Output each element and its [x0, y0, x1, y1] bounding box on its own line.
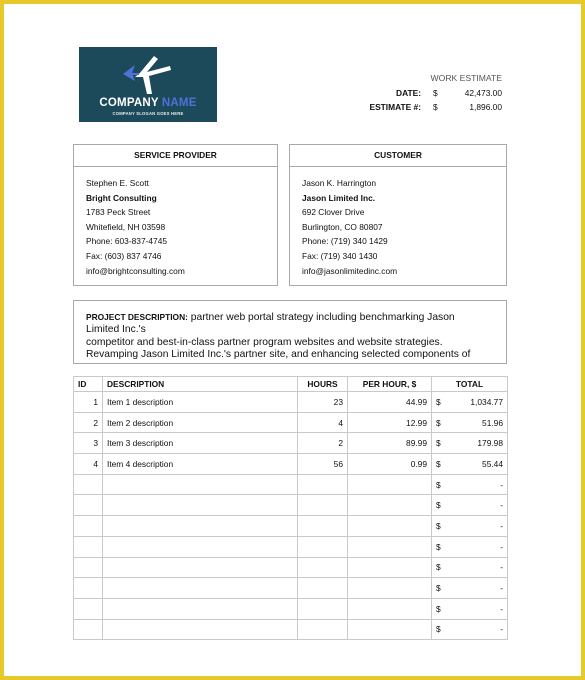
row-total-amount: -	[500, 541, 503, 552]
header-description: DESCRIPTION	[103, 377, 298, 392]
header-id: ID	[74, 377, 103, 392]
row-id	[74, 557, 103, 578]
row-description: Item 4 description	[103, 454, 298, 475]
estimate-number-currency: $	[433, 102, 438, 112]
row-description	[103, 619, 298, 640]
row-description	[103, 516, 298, 537]
row-total-amount: 1,034.77	[470, 396, 503, 407]
customer-name: Jason K. Harrington	[302, 178, 377, 188]
row-total-currency: $	[436, 603, 441, 614]
row-total-currency: $	[436, 520, 441, 531]
row-total-currency: $	[436, 541, 441, 552]
row-id	[74, 578, 103, 599]
table-row	[74, 598, 508, 619]
row-hours	[298, 619, 348, 640]
estimate-number-label: ESTIMATE #:	[369, 102, 421, 112]
provider-fax: Fax: (603) 837 4746	[86, 250, 162, 261]
estimate-number-value: 1,896.00	[469, 102, 502, 112]
row-hours: 4	[298, 412, 348, 433]
row-id	[74, 495, 103, 516]
date-value: 42,473.00	[464, 88, 502, 98]
row-id: 3	[74, 433, 103, 454]
row-total-amount: -	[500, 500, 503, 511]
row-total-amount: 55.44	[482, 458, 503, 469]
row-hours	[298, 536, 348, 557]
row-per-hour	[348, 536, 432, 557]
customer-fax: Fax: (719) 340 1430	[302, 250, 378, 261]
service-provider-box	[73, 144, 278, 286]
row-total-amount: -	[500, 520, 503, 531]
table-row	[74, 536, 508, 557]
customer-street: 692 Clover Drive	[302, 207, 365, 218]
table-row	[74, 578, 508, 599]
customer-phone: Phone: (719) 340 1429	[302, 236, 388, 247]
row-total	[432, 495, 508, 516]
arrow-logo-icon	[121, 53, 171, 95]
row-hours: 2	[298, 433, 348, 454]
row-description: Item 2 description	[103, 412, 298, 433]
project-description-label: PROJECT DESCRIPTION:	[86, 312, 188, 322]
row-total	[432, 516, 508, 537]
row-id	[74, 474, 103, 495]
row-total	[432, 454, 508, 475]
project-description-line-4: Revamping Jason Limited Inc.'s partner site, and enhancing selected components of	[86, 349, 471, 361]
row-per-hour	[348, 557, 432, 578]
row-hours	[298, 474, 348, 495]
table-row	[74, 557, 508, 578]
company-name-main: COMPANY	[99, 97, 159, 109]
company-logo	[79, 47, 217, 122]
project-description-line-3: competitor and best-in-class partner program websites and website strategies.	[86, 336, 443, 348]
table-row	[74, 392, 508, 413]
row-per-hour	[348, 474, 432, 495]
row-id	[74, 619, 103, 640]
row-total-amount: -	[500, 583, 503, 594]
row-hours	[298, 516, 348, 537]
row-total-currency: $	[436, 396, 441, 407]
row-per-hour: 89.99	[348, 433, 432, 454]
header-total: TOTAL	[432, 377, 508, 392]
row-total-currency: $	[436, 500, 441, 511]
row-total-amount: -	[500, 624, 503, 635]
row-description	[103, 578, 298, 599]
row-description	[103, 536, 298, 557]
row-per-hour: 12.99	[348, 412, 432, 433]
provider-email: info@brightconsulting.com	[86, 265, 185, 276]
project-description-line-1: partner web portal strategy including benchmarking Jason	[190, 312, 455, 323]
row-total	[432, 598, 508, 619]
provider-name: Stephen E. Scott	[86, 178, 149, 188]
table-row	[74, 433, 508, 454]
row-id: 4	[74, 454, 103, 475]
row-per-hour	[348, 619, 432, 640]
header-per-hour: PER HOUR, $	[348, 377, 432, 392]
row-total	[432, 578, 508, 599]
row-total-currency: $	[436, 479, 441, 490]
row-id	[74, 516, 103, 537]
company-name	[79, 97, 217, 109]
row-total-amount: 179.98	[477, 438, 503, 449]
estimate-date-row	[334, 88, 502, 100]
row-per-hour	[348, 598, 432, 619]
row-hours: 23	[298, 392, 348, 413]
customer-city: Burlington, CO 80807	[302, 221, 383, 232]
company-slogan: COMPANY SLOGAN GOES HERE	[112, 111, 184, 116]
table-header-row	[74, 377, 508, 392]
service-provider-heading: SERVICE PROVIDER	[74, 145, 277, 167]
row-per-hour	[348, 578, 432, 599]
line-items-body	[74, 392, 508, 640]
table-row	[74, 516, 508, 537]
provider-phone: Phone: 603-837-4745	[86, 236, 168, 247]
customer-heading: CUSTOMER	[290, 145, 506, 167]
estimate-title: WORK ESTIMATE	[430, 73, 502, 83]
row-description	[103, 474, 298, 495]
row-total-amount: -	[500, 562, 503, 573]
row-per-hour	[348, 495, 432, 516]
row-per-hour: 44.99	[348, 392, 432, 413]
company-name-accent: NAME	[161, 97, 197, 109]
row-hours: 56	[298, 454, 348, 475]
header-hours: HOURS	[298, 377, 348, 392]
row-total	[432, 412, 508, 433]
row-hours	[298, 578, 348, 599]
table-row	[74, 454, 508, 475]
customer-box	[289, 144, 507, 286]
row-description: Item 1 description	[103, 392, 298, 413]
row-id: 1	[74, 392, 103, 413]
row-total	[432, 536, 508, 557]
row-total	[432, 392, 508, 413]
row-description	[103, 598, 298, 619]
row-description	[103, 495, 298, 516]
date-label: DATE:	[396, 88, 421, 98]
row-hours	[298, 557, 348, 578]
table-row	[74, 495, 508, 516]
row-total	[432, 557, 508, 578]
row-per-hour: 0.99	[348, 454, 432, 475]
project-description-box	[73, 300, 507, 364]
provider-city: Whitefield, NH 03598	[86, 221, 166, 232]
provider-company: Bright Consulting	[86, 192, 157, 203]
row-total-currency: $	[436, 438, 441, 449]
row-description	[103, 557, 298, 578]
row-total-currency: $	[436, 624, 441, 635]
row-total-currency: $	[436, 562, 441, 573]
row-per-hour	[348, 516, 432, 537]
row-id	[74, 598, 103, 619]
customer-email: info@jasonlimitedinc.com	[302, 265, 398, 276]
estimate-number-row	[334, 102, 502, 114]
row-total-currency: $	[436, 458, 441, 469]
row-total-currency: $	[436, 417, 441, 428]
project-description-line-2: Limited Inc.'s	[86, 324, 146, 336]
row-id	[74, 536, 103, 557]
row-total-amount: -	[500, 603, 503, 614]
provider-street: 1783 Peck Street	[86, 207, 151, 218]
row-total	[432, 619, 508, 640]
customer-company: Jason Limited Inc.	[302, 192, 376, 203]
date-currency: $	[433, 88, 438, 98]
row-hours	[298, 495, 348, 516]
row-hours	[298, 598, 348, 619]
row-total	[432, 474, 508, 495]
table-row	[74, 412, 508, 433]
table-row	[74, 474, 508, 495]
row-id: 2	[74, 412, 103, 433]
row-total-currency: $	[436, 583, 441, 594]
row-total-amount: 51.96	[482, 417, 503, 428]
row-total-amount: -	[500, 479, 503, 490]
row-description: Item 3 description	[103, 433, 298, 454]
estimate-page	[4, 4, 581, 676]
table-row	[74, 619, 508, 640]
row-total	[432, 433, 508, 454]
line-items-table	[73, 376, 508, 640]
